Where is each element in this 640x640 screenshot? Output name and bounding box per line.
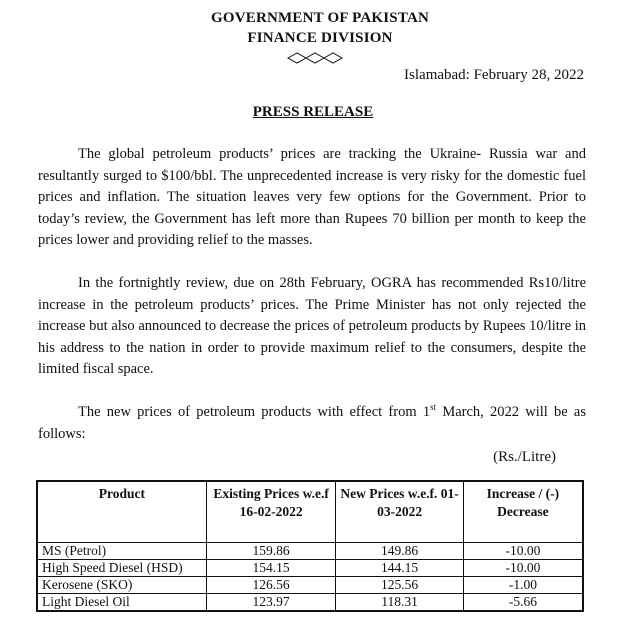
page-title: PRESS RELEASE — [252, 104, 374, 120]
paragraph-2 — [38, 273, 586, 381]
header-product: Product — [37, 481, 206, 543]
release-date: Islamabad: February 28, 2022 — [404, 67, 584, 83]
cell-change: -1.00 — [463, 577, 583, 594]
cell-change: -10.00 — [463, 560, 583, 577]
header-change: Increase / (-) Decrease — [463, 481, 583, 543]
cell-new: 118.31 — [336, 594, 463, 612]
header-new-prices: New Prices w.e.f. 01-03-2022 — [336, 481, 463, 543]
cell-change: -10.00 — [463, 543, 583, 560]
cell-existing: 154.15 — [206, 560, 336, 577]
header-existing-prices: Existing Prices w.e.f 16-02-2022 — [206, 481, 336, 543]
paragraph-3-ordinal: st — [430, 402, 437, 413]
cell-product: High Speed Diesel (HSD) — [37, 560, 206, 577]
cell-product: Light Diesel Oil — [37, 594, 206, 612]
paragraph-1 — [38, 144, 586, 252]
cell-product: Kerosene (SKO) — [37, 577, 206, 594]
cell-existing: 159.86 — [206, 543, 336, 560]
paragraph-1-text: The global petroleum products’ prices are tracking the Ukraine- Russia war and resultantly surged to $100/bbl. The unprecedented increase is very risky for the domestic fuel prices and inflation. The situation leaves very few options for the Government. Prior to today’s review, the Government has left more than Rupees 70 billion per month to keep the prices lower and providing relief to the masses. — [38, 146, 586, 248]
cell-new: 125.56 — [336, 577, 463, 594]
cell-change: -5.66 — [463, 594, 583, 612]
paragraph-3-text-a: The new prices of petroleum products with effect from 1 — [78, 404, 431, 420]
cell-new: 144.15 — [336, 560, 463, 577]
prices-table — [36, 480, 584, 612]
table-row — [37, 594, 583, 612]
cell-existing: 123.97 — [206, 594, 336, 612]
table-header-row — [37, 481, 583, 543]
table-row — [37, 577, 583, 594]
letterhead-division: FINANCE DIVISION — [247, 30, 393, 46]
paragraph-3-text-b: March, 2022 will be as follows: — [38, 404, 586, 442]
paragraph-3 — [38, 402, 586, 445]
cell-product: MS (Petrol) — [37, 543, 206, 560]
ornament-divider-icon — [287, 52, 343, 64]
table-row — [37, 560, 583, 577]
paragraph-2-text: In the fortnightly review, due on 28th February, OGRA has recommended Rs10/litre increase in the petroleum products’ prices. The Prime Minister has not only rejected the increase but also announced to decrease the prices of petroleum products by Rupees 10/litre in his address to the nation in order to provide maximum relief to the consumers, despite the limited fiscal space. — [38, 275, 586, 377]
price-unit: (Rs./Litre) — [493, 449, 556, 465]
cell-existing: 126.56 — [206, 577, 336, 594]
letterhead-government: GOVERNMENT OF PAKISTAN — [210, 10, 430, 26]
cell-new: 149.86 — [336, 543, 463, 560]
table-row — [37, 543, 583, 560]
